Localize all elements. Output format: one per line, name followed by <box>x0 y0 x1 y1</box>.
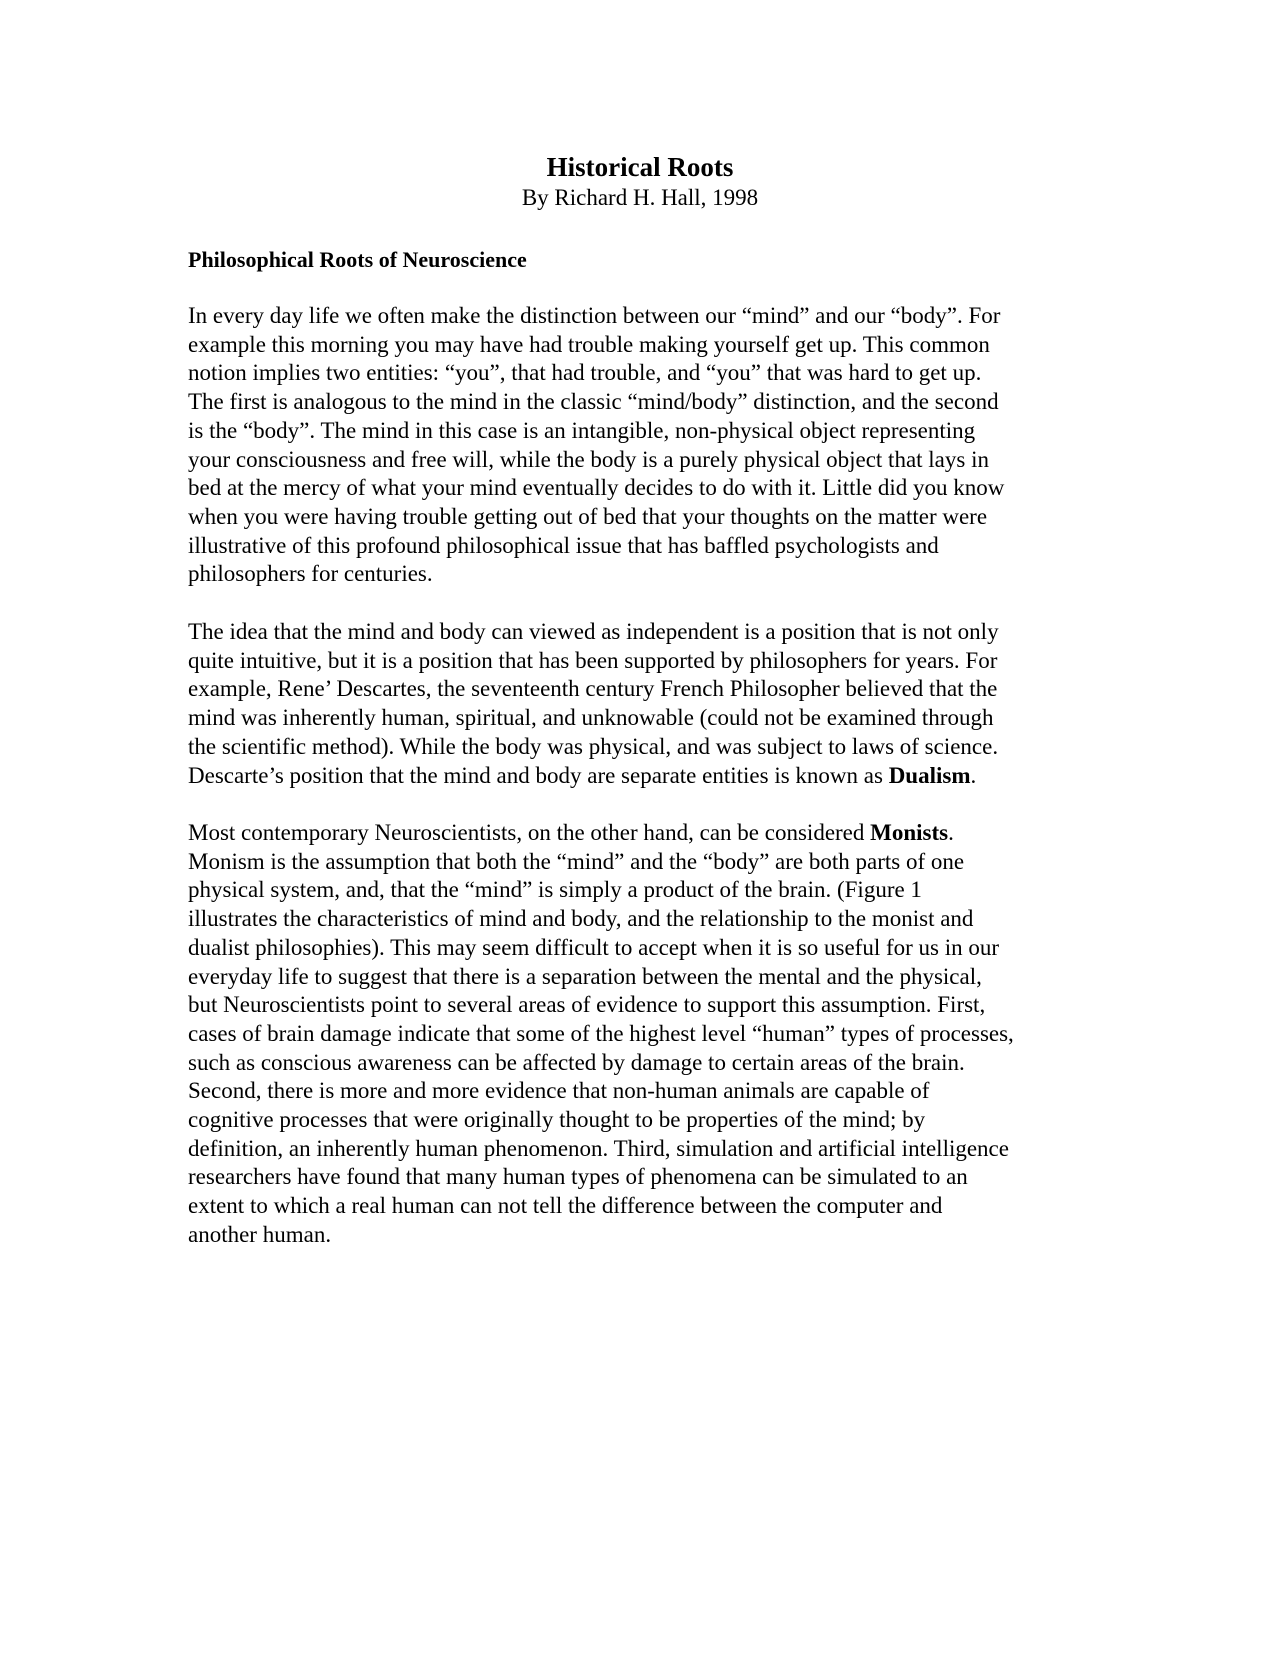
paragraph-line-with-term <box>188 762 999 791</box>
paragraph-line: The idea that the mind and body can viewed as independent is a position that is not only <box>188 619 999 644</box>
paragraph-line: example this morning you may have had trouble making yourself get up. This common <box>188 331 990 357</box>
paragraph-line: is the “body”. The mind in this case is an intangible, non-physical object representing <box>188 417 976 443</box>
line-text: . <box>948 820 954 845</box>
paragraph-line: such as conscious awareness can be affected by damage to certain areas of the brain. <box>188 1049 965 1075</box>
term-monists: Monists <box>870 820 949 845</box>
paragraph-line: illustrates the characteristics of mind and body, and the relationship to the monist and <box>188 906 974 932</box>
paragraph-line: notion implies two entities: “you”, that had trouble, and “you” that was hard to get up. <box>188 360 982 386</box>
line-text: Most contemporary Neuroscientists, on the other hand, can be considered <box>188 820 871 845</box>
paragraph-line: dualist philosophies). This may seem difficult to accept when it is so useful for us in our <box>188 934 1000 960</box>
paragraph-line: physical system, and, that the “mind” is simply a product of the brain. (Figure 1 <box>188 877 922 903</box>
paragraph-line: bed at the mercy of what your mind eventually decides to do with it. Little did you know <box>188 475 1005 501</box>
paragraph-line: when you were having trouble getting out of bed that your thoughts on the matter were <box>188 503 988 529</box>
line-text: . <box>970 762 977 788</box>
section-heading: Philosophical Roots of Neuroscience <box>188 247 527 272</box>
paragraph-line: Monism is the assumption that both the “mind” and the “body” are both parts of one <box>188 848 965 874</box>
paragraph-2 <box>188 618 999 790</box>
paragraph-line: researchers have found that many human types of phenomena can be simulated to an <box>188 1164 968 1190</box>
paragraph-line: mind was inherently human, spiritual, and unknowable (could not be examined through <box>188 705 994 731</box>
paragraph-line: cases of brain damage indicate that some of the highest level “human” types of processes, <box>188 1020 1014 1046</box>
paragraph-line: cognitive processes that were originally thought to be properties of the mind; by <box>188 1107 926 1133</box>
paragraph-line: The first is analogous to the mind in the classic “mind/body” distinction, and the second <box>188 389 999 415</box>
term-dualism: Dualism <box>888 762 971 788</box>
paragraph-line: quite intuitive, but it is a position that has been supported by philosophers for years. For <box>188 647 998 673</box>
paragraph-line: example, Rene’ Descartes, the seventeenth century French Philosopher believed that the <box>188 676 998 702</box>
paragraph-line: philosophers for centuries. <box>188 561 433 587</box>
line-text: Descarte’s position that the mind and body are separate entities is known as <box>188 762 889 788</box>
paragraph-line-with-term <box>188 819 1014 848</box>
paragraph-line: In every day life we often make the distinction between our “mind” and our “body”. For <box>188 303 1001 328</box>
paragraph-3 <box>188 819 1014 1250</box>
paragraph-line: another human. <box>188 1221 332 1247</box>
paragraph-line: definition, an inherently human phenomenon. Third, simulation and artificial intelligence <box>188 1135 1009 1161</box>
paragraph-line: everyday life to suggest that there is a separation between the mental and the physical, <box>188 963 982 989</box>
paragraph-line: but Neuroscientists point to several areas of evidence to support this assumption. First, <box>188 992 986 1018</box>
paragraph-1 <box>188 302 1004 589</box>
paragraph-line: Second, there is more and more evidence that non-human animals are capable of <box>188 1078 930 1104</box>
paragraph-line: the scientific method). While the body was physical, and was subject to laws of science. <box>188 733 999 759</box>
document-byline: By Richard H. Hall, 1998 <box>521 185 759 210</box>
paragraph-line: extent to which a real human can not tell the difference between the computer and <box>188 1193 943 1219</box>
document-title: Historical Roots <box>546 152 734 182</box>
paragraph-line: your consciousness and free will, while the body is a purely physical object that lays in <box>188 446 989 472</box>
paragraph-line: illustrative of this profound philosophical issue that has baffled psychologists and <box>188 532 939 558</box>
